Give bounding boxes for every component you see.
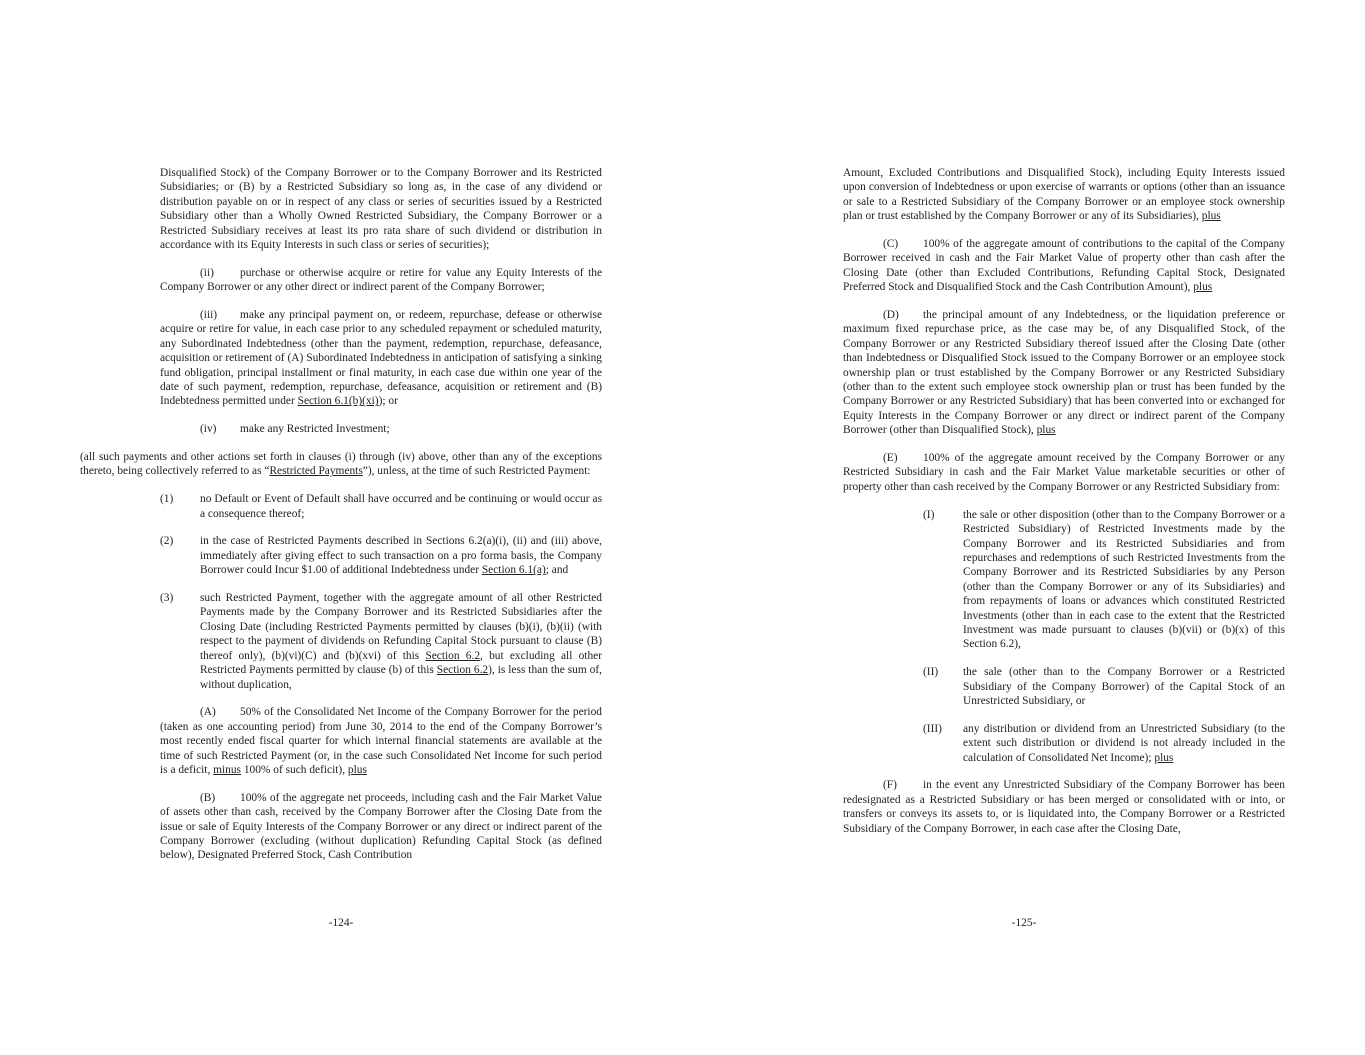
- subitem-III: [843, 722, 1285, 765]
- continued-paragraph: Disqualified Stock) of the Company Borrower or to the Company Borrower and its Restricted Subsidiaries; or (B) by a Restricted Subsidiary so long as, in the case of any dividend or distribution payable on or in respect of any class or series of securities issued by a Restricted Subsidiary other than a Wholly Owned Restricted Subsidiary, the Company Borrower or a Restricted Subsidiary receives at least its pro rata share of such dividend or distribution in accordance with its Equity Interests in such class or series of securities);: [160, 167, 602, 252]
- condition-text: in the case of Restricted Payments described in Sections 6.2(a)(i), (ii) and (iii) above, immediately after giving effect to such transaction on a pro forma basis, the Company Borrower could Incur $1.00 of additional Indebtedness under: [200, 535, 602, 577]
- item-D: [843, 308, 1285, 438]
- minus-term: minus: [213, 763, 241, 776]
- continued-paragraph: [843, 166, 1285, 224]
- item-label: (B): [200, 791, 216, 804]
- item-label: (A): [200, 706, 216, 719]
- clause-ii: [160, 266, 602, 295]
- clause-iii: [160, 308, 602, 409]
- clause-label: (ii): [200, 266, 214, 279]
- subitem-text: any distribution or dividend from an Unrestricted Subsidiary (to the extent such distribution or dividend is not already included in the calculation of Consolidated Net Income);: [963, 722, 1285, 764]
- paragraph-text: Amount, Excluded Contributions and Disqualified Stock), including Equity Interests issued upon conversion of Indebtedness or upon exercise of warrants or options (other than an issuance or sale to a Restricted Subsidiary of the Company Borrower or an employee stock ownership plan or trust established by the Company Borrower or any of its Subsidiaries),: [843, 167, 1285, 223]
- clause-text: make any principal payment on, or redeem, repurchase, defease or otherwise acquire or retire for value, in each case prior to any scheduled repayment or scheduled maturity, any Subordinated Indebtedness (other than the payment, redemption, repurchase, defeasance, acquisition or retirement of (A) Subordinated Indebtedness in anticipation of satisfying a sinking fund obligation, principal installment or final maturity, in each case due within one year of the date of such payment, redemption, repurchase, defeasance, acquisition or retirement and (B) Indebtedness permitted under: [160, 309, 602, 408]
- item-label: (D): [883, 309, 899, 322]
- item-E: [843, 451, 1285, 494]
- section-reference: Section 6.2: [436, 664, 489, 677]
- plus-term: plus: [347, 763, 367, 776]
- item-A: [160, 705, 602, 777]
- section-reference: Section 6.2: [425, 649, 481, 662]
- subitem-II: [843, 665, 1285, 708]
- plus-term: plus: [1201, 210, 1221, 223]
- item-text: 50% of the Consolidated Net Income of the Company Borrower for the period (taken as one accounting period) from June 30, 2014 to the end of the Company Borrower’s most recently ended fiscal quarter for which internal financial statements are available at the time of such Restricted Payment (or, in the case such Consolidated Net Income for such period is a deficit,: [160, 706, 602, 776]
- subitem-label: (III): [923, 722, 942, 735]
- clause-text: purchase or otherwise acquire or retire for value any Equity Interests of the Company Borrower or any other direct or indirect parent of the Company Borrower;: [160, 266, 602, 294]
- plus-term: plus: [1154, 751, 1174, 764]
- subitem-label: (II): [923, 666, 939, 679]
- item-text: 100% of the aggregate net proceeds, including cash and the Fair Market Value of assets other than cash, received by the Company Borrower after the Closing Date from the issue or sale of Equity Interests of the Company Borrower or any direct or indirect parent of the Company Borrower (excluding (without duplication) Refunding Capital Stock (as defined below), Designated Preferred Stock, Cash Contribution: [160, 791, 602, 862]
- subitem-text: the sale or other disposition (other than to the Company Borrower or a Restricted Subsidiary) of Restricted Investments made by the Company Borrower and its Restricted Subsidiaries and from repurchases and redemptions of such Restricted Investments from the Company Borrower and its Restricted Subsidiaries by any Person (other than the Company Borrower or any of its Subsidiaries) and from repayments of loans or advances which constituted Restricted Investments (other than in each case to the extent that the Restricted Investment was made pursuant to clauses (b)(vii) or (b)(x) of this Section 6.2),: [963, 508, 1285, 651]
- plus-term: plus: [1193, 281, 1213, 294]
- condition-1: [160, 492, 602, 521]
- page-124: [0, 0, 682, 1055]
- item-label: (F): [883, 779, 897, 792]
- condition-text: ), is less than the sum of, without duplication,: [200, 664, 602, 691]
- paragraph-text: ”), unless, at the time of such Restricted Payment:: [362, 465, 591, 478]
- item-F: [843, 778, 1285, 836]
- clause-label: (iii): [200, 309, 218, 322]
- page-number: -124-: [328, 917, 354, 929]
- restricted-payments-definition: [80, 450, 602, 479]
- left-page-body: [80, 166, 602, 876]
- item-text: 100% of the aggregate amount of contributions to the capital of the Company Borrower received in cash and the Fair Market Value of property other than cash after the Closing Date (other than Excluded Contributions, Refunding Capital Stock, Designated Preferred Stock and Disqualified Stock and the Cash Contribution Amount),: [843, 238, 1285, 294]
- item-text: the principal amount of any Indebtedness, or the liquidation preference or maximum fixed repurchase price, as the case may be, of any Disqualified Stock, of the Company Borrower or any Restricted Subsidiary thereof issued after the Closing Date (other than Indebtedness or Disqualified Stock issued to the Company Borrower or an employee stock ownership plan or trust established by the Company Borrower or any Restricted Subsidiary (other than to the extent such employee stock ownership plan or trust has been funded by the Company Borrower or any Restricted Subsidiary) that has been converted into or exchanged for Equity Interests in the Company Borrower or any direct or indirect parent of the Company Borrower (other than Disqualified Stock),: [843, 309, 1285, 437]
- clause-label: (iv): [200, 423, 217, 436]
- condition-label: (1): [160, 493, 174, 506]
- section-reference: Section 6.1(b)(xi): [297, 395, 379, 408]
- defined-term: Restricted Payments: [269, 465, 363, 478]
- subitem-label: (I): [923, 508, 935, 521]
- plus-term: plus: [1036, 424, 1056, 437]
- item-text: 100% of such deficit),: [241, 763, 348, 776]
- subitem-text: the sale (other than to the Company Borrower or a Restricted Subsidiary of the Company Borrower) of the Capital Stock of an Unrestricted Subsidiary, or: [963, 666, 1285, 707]
- condition-3: [160, 591, 602, 692]
- section-reference: Section 6.1(a): [481, 564, 546, 577]
- item-B: [160, 791, 602, 863]
- condition-text: , but excluding all other Restricted Payments permitted by clause (b) of this: [200, 649, 602, 677]
- page-number: -125-: [1011, 917, 1037, 929]
- condition-text: ; and: [545, 564, 569, 577]
- condition-text: no Default or Event of Default shall have occurred and be continuing or would occur as a consequence thereof;: [200, 493, 602, 520]
- condition-2: [160, 534, 602, 577]
- item-text: 100% of the aggregate amount received by the Company Borrower or any Restricted Subsidiary in cash and the Fair Market Value marketable securities or other of property other than cash received by the Company Borrower or any Restricted Subsidiary from:: [843, 452, 1285, 493]
- item-C: [843, 237, 1285, 295]
- condition-label: (2): [160, 535, 174, 548]
- clause-text: ); or: [378, 395, 398, 408]
- condition-label: (3): [160, 592, 174, 605]
- page-125: [683, 0, 1365, 1055]
- condition-text: such Restricted Payment, together with the aggregate amount of all other Restricted Payments made by the Company Borrower and its Restricted Subsidiaries after the Closing Date (including Restricted Payments permitted by clauses (b)(i), (b)(ii) (with respect to the payment of dividends on Refunding Capital Stock pursuant to clause (B) thereof only), (b)(vi)(C) and (b)(xvi) of this: [200, 592, 602, 662]
- clause-text: make any Restricted Investment;: [240, 423, 390, 436]
- right-page-body: [843, 166, 1285, 849]
- item-label: (E): [883, 452, 898, 465]
- clause-iv: [160, 422, 602, 436]
- subitem-I: [843, 508, 1285, 652]
- item-text: in the event any Unrestricted Subsidiary of the Company Borrower has been redesignated as a Restricted Subsidiary or has been merged or consolidated with or into, or transfers or conveys its assets to, or is liquidated into, the Company Borrower or a Restricted Subsidiary of the Company Borrower, in each case after the Closing Date,: [843, 779, 1285, 835]
- paragraph-text: (all such payments and other actions set forth in clauses (i) through (iv) above, other than any of the exceptions thereto, being collectively referred to as “: [80, 451, 602, 478]
- item-label: (C): [883, 238, 899, 251]
